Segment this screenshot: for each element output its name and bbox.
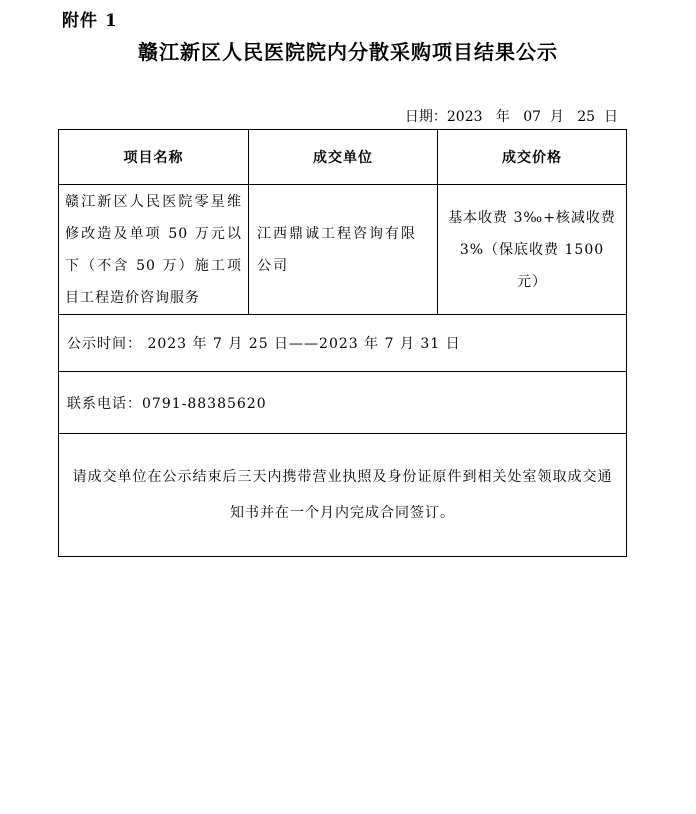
supplier-cell: 江西鼎诚工程咨询有限公司	[249, 185, 438, 315]
table-header-row	[59, 130, 627, 185]
notice-text: 请成交单位在公示结束后三天内携带营业执照及身份证原件到相关处室领取成交通知书并在一个月内完成合同签订。	[59, 434, 627, 557]
date-line: 日期：2023 年 07 月 25 日	[404, 109, 618, 125]
page-title: 赣江新区人民医院院内分散采购项目结果公示	[138, 40, 558, 64]
notice-row	[59, 434, 627, 557]
contact-row	[59, 372, 627, 434]
period-row	[59, 315, 627, 372]
announcement-period: 公示时间： 2023 年 7 月 25 日——2023 年 7 月 31 日	[59, 315, 627, 372]
price-cell: 基本收费 3‰+核减收费 3%（保底收费 1500 元）	[438, 185, 627, 315]
project-name-cell: 赣江新区人民医院零星维修改造及单项 50 万元以下（不含 50 万）施工项目工程造价咨询服务	[59, 185, 249, 315]
header-project-name: 项目名称	[59, 130, 249, 185]
header-price: 成交价格	[438, 130, 627, 185]
attachment-label: 附件 1	[62, 11, 118, 31]
contact-phone: 联系电话：0791-88385620	[59, 372, 627, 434]
result-table	[58, 129, 627, 557]
table-row	[59, 185, 627, 315]
header-supplier: 成交单位	[249, 130, 438, 185]
